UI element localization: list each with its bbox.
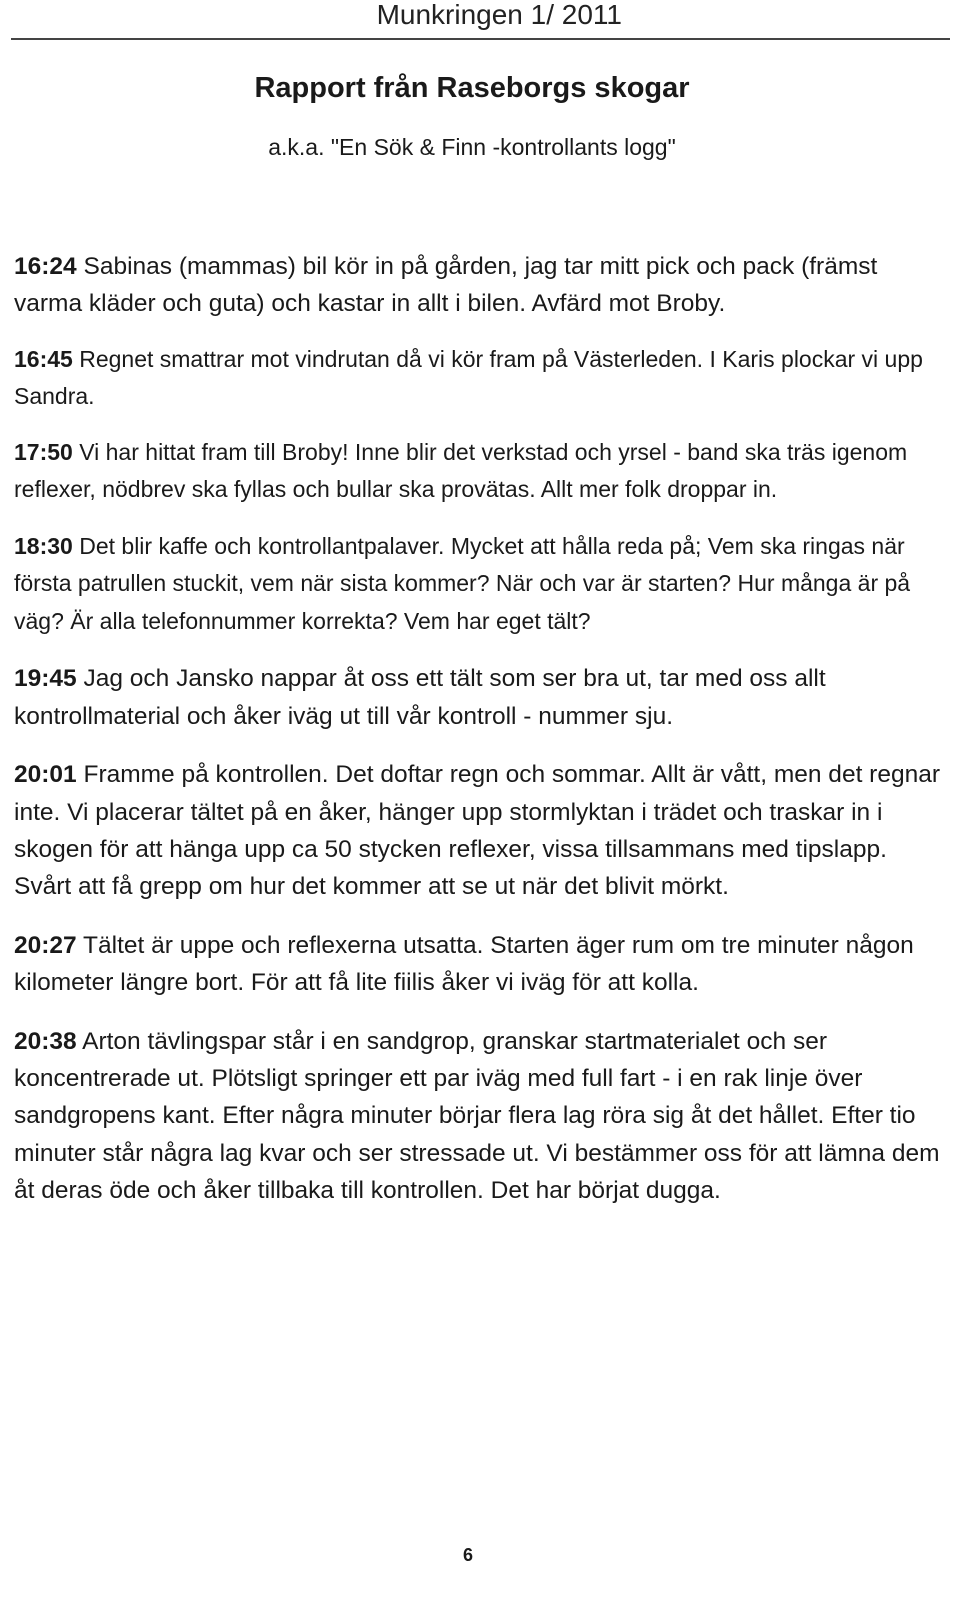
log-entry — [14, 341, 944, 416]
log-entry — [14, 660, 944, 735]
log-entries — [14, 248, 944, 1210]
log-entry — [14, 248, 944, 323]
entry-text: Framme på kontrollen. Det doftar regn och sommar. Allt är vått, men det regnar inte. Vi placerar tältet på en åker, hänger upp stormlyktan i trädet och traskar in i skogen för att hänga upp ca 50 stycken reflexer, vissa tillsammans med tipslapp. Svårt att få grepp om hur det kommer att se ut när det blivit mörkt. — [14, 761, 940, 901]
entry-time: 16:24 — [14, 253, 77, 280]
page-number: 6 — [463, 1545, 474, 1565]
publication-header: Munkringen 1/ 2011 — [376, 0, 622, 30]
report-subtitle: a.k.a. "En Sök & Finn -kontrollants logg" — [268, 134, 676, 160]
header-divider — [11, 38, 950, 40]
log-entry — [14, 434, 944, 509]
entry-text: Arton tävlingspar står i en sandgrop, granskar startmaterialet och ser koncentrerade ut. Plötsligt springer ett par iväg med full fart - i en rak linje över sandgropens kant. Efter några minuter börjar flera lag röra sig åt det hållet. Efter tio minuter står några lag kvar och ser stressade ut. Vi bestämmer oss för att lämna dem åt deras öde och åker tillbaka till kontrollen. Det har börjat dugga. — [14, 1027, 940, 1205]
entry-time: 20:27 — [14, 931, 77, 959]
entry-time: 19:45 — [14, 665, 77, 693]
log-entry — [14, 927, 944, 1002]
log-entry — [14, 1023, 944, 1210]
entry-text: Vi har hittat fram till Broby! Inne blir det verkstad och yrsel - band ska träs igenom reflexer, nödbrev ska fyllas och bullar ska provätas. Allt mer folk droppar in. — [14, 438, 908, 503]
entry-text: Det blir kaffe och kontrollantpalaver. Mycket att hålla reda på; Vem ska ringas när första patrullen stuckit, vem när sista kommer? När och var är starten? Hur många är på väg? Är alla telefonnummer korrekta? Vem har eget tält? — [14, 532, 911, 634]
log-entry — [14, 528, 944, 641]
log-entry — [14, 756, 944, 906]
entry-text: Jag och Jansko nappar åt oss ett tält som ser bra ut, tar med oss allt kontrollmaterial och åker iväg ut till vår kontroll - nummer sju. — [14, 665, 826, 730]
entry-text: Sabinas (mammas) bil kör in på gården, jag tar mitt pick och pack (främst varma kläder och guta) och kastar in allt i bilen. Avfärd mot Broby. — [14, 253, 878, 318]
entry-text: Tältet är uppe och reflexerna utsatta. Starten äger rum om tre minuter någon kilometer längre bort. För att få lite fiilis åker vi iväg för att kolla. — [14, 931, 914, 997]
entry-time: 16:45 — [14, 345, 73, 372]
entry-time: 20:38 — [14, 1027, 77, 1055]
entry-time: 17:50 — [14, 438, 73, 465]
entry-time: 20:01 — [14, 761, 77, 789]
entry-time: 18:30 — [14, 532, 73, 559]
report-title: Rapport från Raseborgs skogar — [254, 72, 690, 104]
entry-text: Regnet smattrar mot vindrutan då vi kör fram på Västerleden. I Karis plockar vi upp Sandra. — [14, 345, 923, 410]
